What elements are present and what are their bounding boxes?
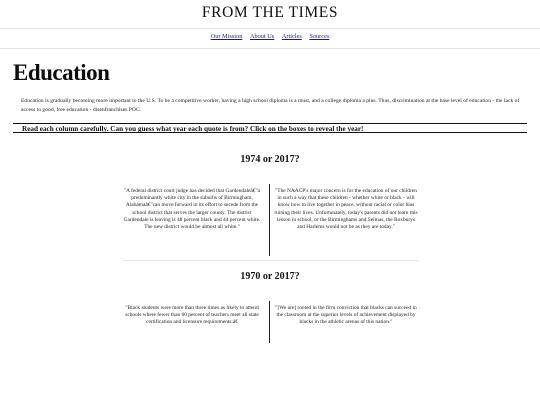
nav-link-sources[interactable]: Sources	[309, 33, 330, 40]
quiz-1-row	[122, 188, 418, 258]
header-divider	[0, 28, 540, 29]
site-title: FROM THE TIMES	[201, 4, 339, 21]
quiz-1974-or-2017	[0, 154, 540, 165]
nav-link-about-us[interactable]: About Us	[249, 33, 275, 40]
column-divider	[269, 301, 270, 343]
main-nav	[0, 33, 540, 40]
nav-link-articles[interactable]: Articles	[281, 33, 302, 40]
quote-box-right[interactable]: "The NAACP's major concern is for the education of our children in such a way that these children - whether white or black - will know how to live together in peace, without racial or color bias ruining their lives. Unfortunately, today's parents did not learn this lesson in school, or the Birminghams and Selmas, the Roxburys and Harlems would not be as they are today."	[274, 188, 418, 231]
quiz-title[interactable]: 1970 or 2017?	[240, 271, 300, 282]
quiz-separator	[122, 260, 418, 261]
quote-box-left[interactable]: "A federal district court judge has decided that Gardendaleâ€"a predominantly white city in the suburbs of Birmingham, Alabamaâ€"can move forward in its effort to secede from the school district that serves the larger county. The district Gardendale is leaving is 48 percent black and 44 percent white. The new district would be almost all white."	[123, 188, 261, 231]
intro-paragraph: Education is gradually becoming more important to the U.S. To be a competitive worker, having a high school diploma is a must, and a college diploma a plus. Thus, discrimination at the base level of education - the lack of access to good, free education - disenfranchises POC.	[21, 98, 520, 113]
column-divider	[269, 184, 270, 256]
instruction-banner: Read each column carefully. Can you guess what year each quote is from? Click on the boxes to reveal the year!	[13, 123, 527, 133]
quiz-title[interactable]: 1974 or 2017?	[240, 154, 300, 165]
quiz-1970-or-2017	[0, 271, 540, 282]
quote-box-left[interactable]: "Black students were more than three times as likely to attend schools where fewer than 60 percent of teachers meet all state certification and licensure requirements.â€	[125, 305, 259, 326]
page-title: Education	[13, 60, 110, 85]
nav-link-our-mission[interactable]: Our Mission	[210, 33, 243, 40]
nav-divider	[0, 48, 540, 49]
quiz-2-row	[122, 305, 418, 341]
quote-box-right[interactable]: "[We are] rooted in the firm conviction that blacks can succeed in the classroom at the superior levels of achievement displayed by blacks in the athletic arenas of this nation."	[275, 305, 417, 326]
